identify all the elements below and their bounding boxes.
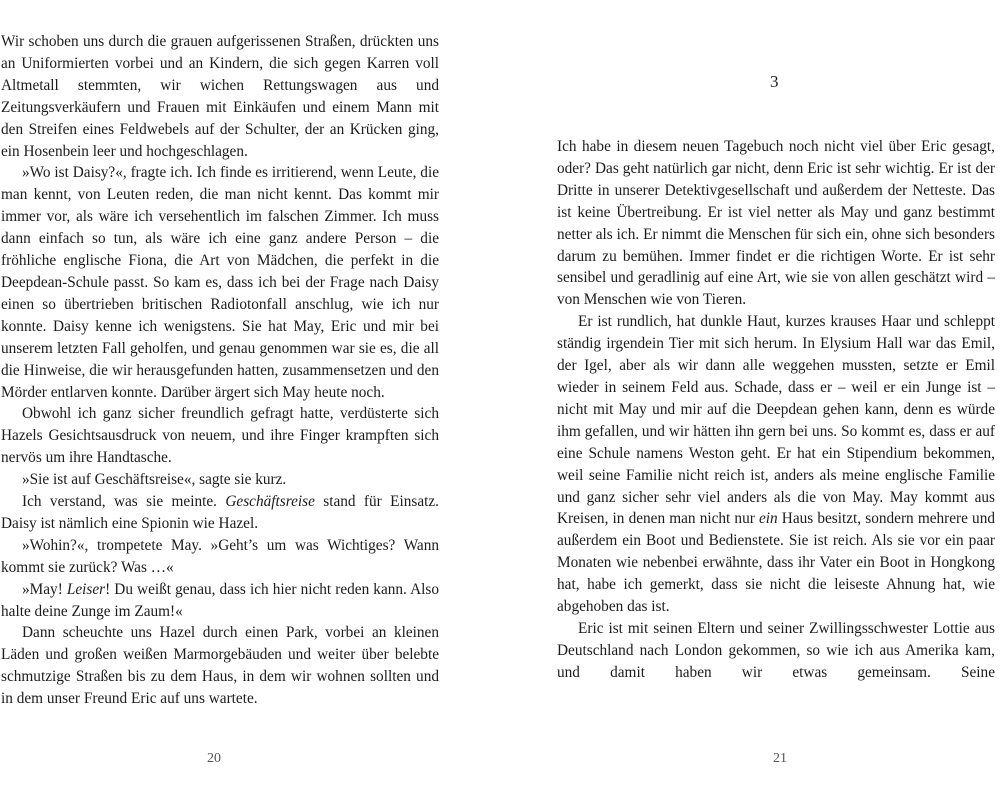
paragraph-text: Er ist rundlich, hat dunkle Haut, kurzes krauses Haar und schleppt ständig irgendein Tier mit sich herum. In Elysium Hall war das Emil, der Igel, aber als wir dann alle weggehen mussten, setzte er Emil wieder in seinem Feld aus. Schade, dass er – weil er ein Junge ist – nicht mit May und mir auf die Deepdean gehen kann, denn es würde ihm gefallen, und wir hätten ihn gern bei uns. So kommt es, dass er auf eine Schule namens Weston geht. Er hat ein Stipendium bekommen, weil seine Familie nicht reich ist, anders als meine englische Familie und ganz sicher sehr viel anders als die von May. May kommt aus Kreisen, in denen man nicht nur bbox=[557, 313, 995, 528]
left-paragraph bbox=[1, 162, 439, 403]
paragraph-text: Haus besitzt, sondern mehrere und außerdem ein Boot und Bedienstete. Sie ist reich. Als sie vor ein paar Monaten wie nebenbei erwähnte, dass ihr Vater ein Boot in Hongkong hat, habe ich gemerkt, dass sie nicht die leiseste Ahnung hat, wie abgehoben das ist. bbox=[557, 510, 996, 616]
paragraph-text: stand für Einsatz. Daisy ist nämlich eine Spionin wie Hazel. bbox=[1, 493, 439, 532]
right-page-number: 21 bbox=[773, 751, 787, 766]
emphasized-text: Leiser bbox=[66, 580, 106, 598]
paragraph-text: ! Du weißt genau, dass ich hier nicht reden kann. Also halte deine Zunge im Zaum!« bbox=[1, 580, 439, 620]
paragraph-text: Obwohl ich ganz sicher freundlich gefragt hatte, verdüsterte sich Hazels Gesichtsausdruck von neuem, und ihre Finger krampften sich nervös um ihre Handtasche. bbox=[1, 405, 439, 467]
left-paragraph bbox=[1, 491, 439, 535]
left-paragraph bbox=[1, 403, 439, 469]
paragraph-text: »Wo ist Daisy?«, fragte ich. Ich finde es irritierend, wenn Leute, die man kennt, von Leuten reden, die man nicht kennt. Das kommt mir immer vor, als wäre ich versehentlich im falschen Zimmer. Ich muss dann einfach so tun, als wäre ich eine ganz andere Person – die fröhliche englische Fiona, die Art von Mädchen, die perfekt in die Deepdean-Schule passt. So kam es, dass ich bei der Frage nach Daisy einen so übertrieben britischen Radiotonfall anschlug, wie ich nur konnte. Daisy kenne ich wenigstens. Sie hat May, Eric und mir bei unserem letzten Fall geholfen, und genau genommen war sie es, die all die Hinweise, die wir herausgefunden hatten, zusammensetzen und den Mörder entlarven konnte. Darüber ärgert sich May heute noch. bbox=[1, 164, 439, 401]
paragraph-text: »Wohin?«, trompetete May. »Geht’s um was Wichtiges? Wann kommt sie zurück? Was …« bbox=[1, 536, 439, 576]
paragraph-text: Dann scheuchte uns Hazel durch einen Park, vorbei an kleinen Läden und großen weißen Marmorgebäuden und weiter über belebte schmutzige Straßen bis zu dem Haus, in dem wir wohnen sollten und in dem unser Freund Eric auf uns wartete. bbox=[1, 624, 439, 708]
emphasized-text: ein bbox=[758, 510, 778, 528]
paragraph-text: »May! bbox=[22, 580, 67, 598]
paragraph-text: Eric ist mit seinen Eltern und seiner Zwillingsschwester Lottie aus Deutschland nach London gekommen, so wie ich aus Amerika kam, und damit haben wir etwas gemeinsam. Seine bbox=[557, 619, 995, 681]
left-page-text bbox=[1, 31, 439, 710]
left-paragraph bbox=[1, 579, 439, 623]
chapter-number: 3 bbox=[770, 72, 779, 91]
left-paragraph bbox=[1, 622, 439, 710]
emphasized-text: Geschäftsreise bbox=[225, 493, 315, 511]
right-page-text bbox=[557, 136, 995, 684]
right-paragraph bbox=[557, 618, 995, 684]
right-paragraph bbox=[557, 136, 995, 311]
right-page bbox=[500, 0, 1000, 800]
left-paragraph bbox=[1, 469, 439, 491]
right-paragraph bbox=[557, 311, 995, 618]
left-paragraph bbox=[1, 31, 439, 162]
paragraph-text: Ich habe in diesem neuen Tagebuch noch nicht viel über Eric gesagt, oder? Das geht natürlich gar nicht, denn Eric ist sehr wichtig. Er ist der Dritte in unserer Detektivgesellschaft und außerdem der Netteste. Das ist keine Übertreibung. Er ist viel netter als May und ganz bestimmt netter als ich. Er nimmt die Menschen für sich ein, ohne sich besonders darum zu bemühen. Immer findet er die richtigen Worte. Er ist sehr sensibel und geradlinig auf eine Art, wie sie von allen geschätzt wird – von Menschen wie von Tieren. bbox=[557, 138, 995, 309]
paragraph-text: »Sie ist auf Geschäftsreise«, sagte sie kurz. bbox=[22, 471, 287, 489]
left-page-number: 20 bbox=[207, 751, 221, 766]
paragraph-text: Ich verstand, was sie meinte. bbox=[22, 493, 226, 511]
left-paragraph bbox=[1, 535, 439, 579]
paragraph-text: Wir schoben uns durch die grauen aufgerissenen Straßen, drückten uns an Uniformierten vorbei und an Kindern, die sich gegen Karren voll Altmetall stemmten, wir wichen Rettungswagen aus und Zeitungsverkäufern und Frauen mit Einkäufen und einem Mann mit den Streifen eines Feldwebels auf der Schulter, der an Krücken ging, ein Hosenbein leer und hochgeschlagen. bbox=[1, 33, 439, 160]
